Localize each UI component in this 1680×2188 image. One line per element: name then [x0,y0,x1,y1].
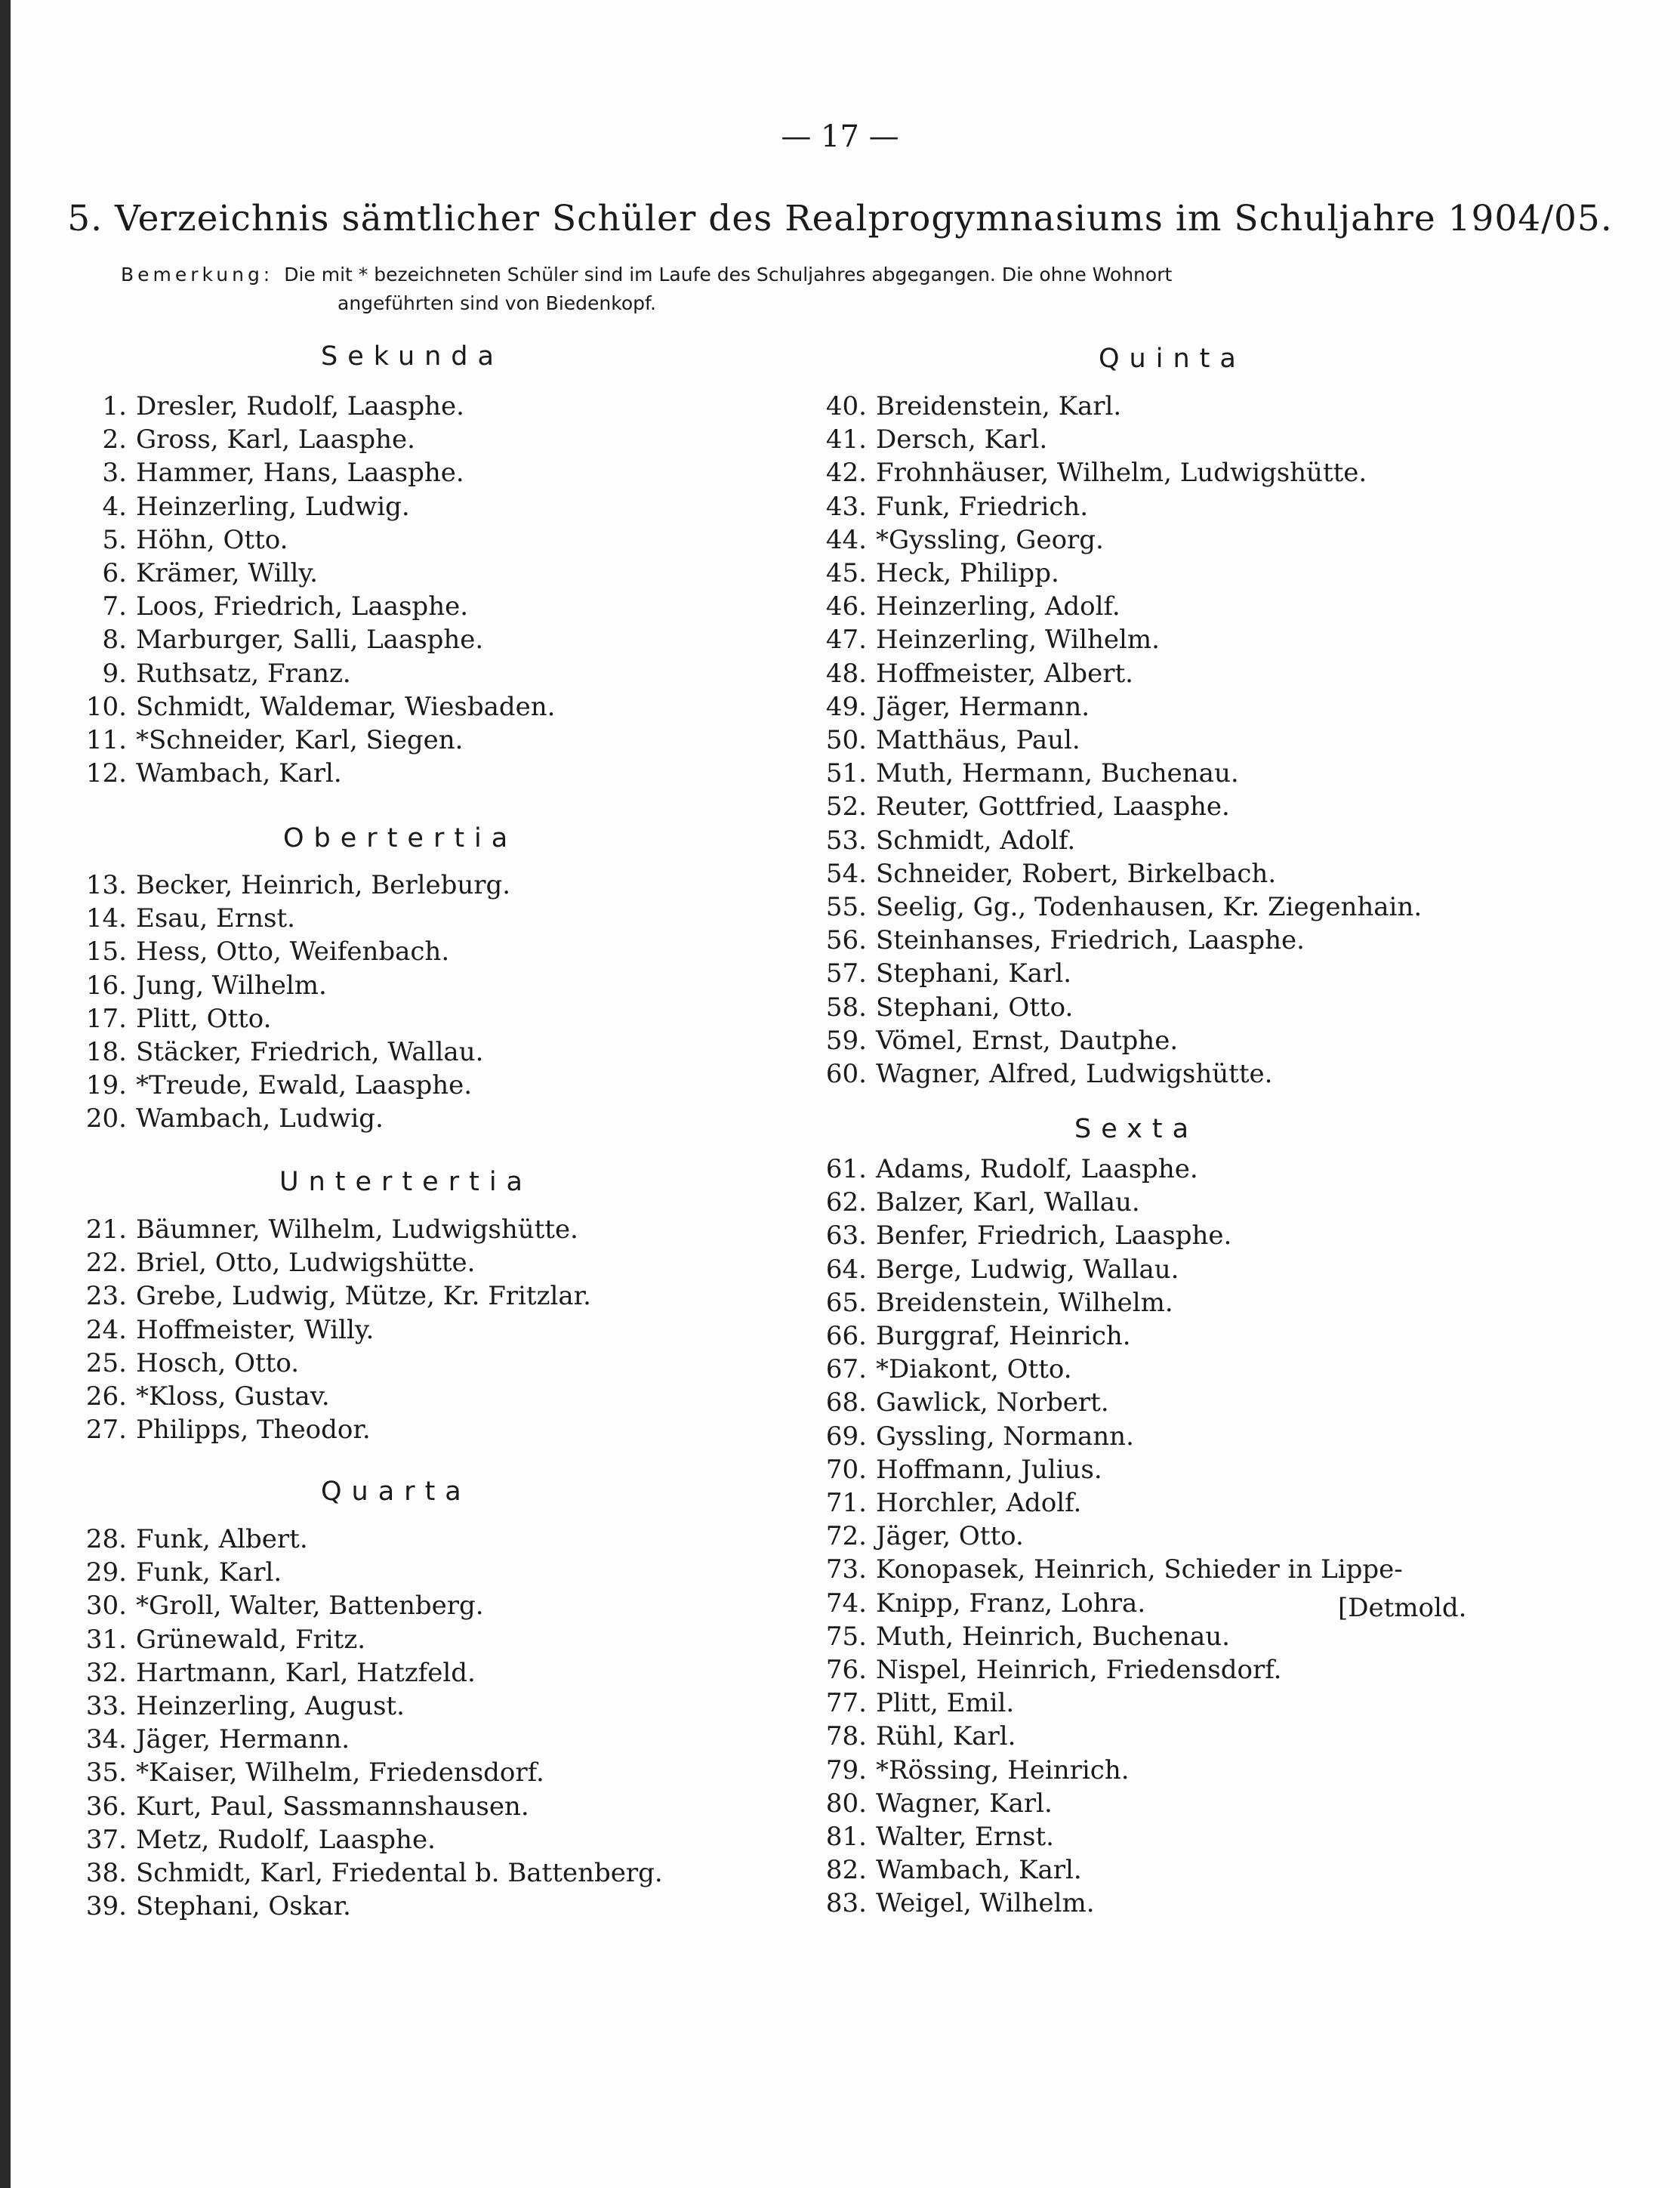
student-entry [808,725,1080,755]
student-entry [808,1721,1016,1751]
student-entry [808,792,1230,822]
entry-number: 49. [825,691,867,722]
student-entry [68,1004,271,1034]
entry-number: 81. [825,1822,867,1852]
entry-number: 71. [825,1488,867,1518]
entry-name: Vömel, Ernst, Dautphe. [876,1025,1179,1056]
student-entry [68,591,468,622]
student-entry [808,1855,1082,1885]
student-entry [808,1655,1281,1685]
student-entry [808,1521,1024,1551]
entry-number: 10. [85,691,127,722]
entry-number: 66. [825,1321,867,1351]
entry-name: Stäcker, Friedrich, Wallau. [136,1037,484,1067]
student-entry [68,1315,374,1345]
entry-name: Briel, Otto, Ludwigshütte. [136,1248,476,1279]
student-entry [808,1187,1140,1217]
student-entry [808,958,1071,989]
entry-name: Funk, Albert. [136,1524,308,1554]
student-entry [68,1524,308,1554]
student-entry [808,1321,1131,1351]
entry-number: 48. [825,658,867,689]
entry-number: 63. [825,1221,867,1251]
entry-name: Heinzerling, Ludwig. [136,491,410,522]
entry-name: Ruthsatz, Franz. [136,658,351,689]
entry-name: *Diakont, Otto. [876,1354,1072,1385]
entry-number: 16. [85,970,127,1001]
entry-name: *Rössing, Heinrich. [876,1754,1130,1785]
entry-number: 39. [85,1891,127,1922]
entry-number: 57. [825,958,867,989]
student-entry [68,391,464,421]
entry-number: 34. [85,1724,127,1755]
section-heading: Quarta [321,1477,471,1507]
entry-number: 52. [825,792,867,822]
student-entry [808,1387,1109,1418]
student-entry [68,558,318,588]
student-entry [808,1254,1179,1285]
student-entry [68,870,510,900]
student-entry [68,692,555,722]
entry-number: 17. [85,1003,127,1034]
student-entry [808,1421,1134,1452]
student-entry [68,937,449,967]
student-entry [808,1488,1081,1518]
entry-name: Balzer, Karl, Wallau. [876,1187,1140,1218]
entry-name: Dresler, Rudolf, Laasphe. [136,391,464,421]
student-entry [68,971,327,1001]
entry-name: Stephani, Otto. [876,992,1074,1023]
student-entry [68,1757,544,1788]
student-entry [808,625,1160,655]
entry-number: 73. [825,1554,867,1585]
entry-name: Frohnhäuser, Wilhelm, Ludwigshütte. [876,458,1367,489]
entry-number: 36. [85,1791,127,1822]
entry-number: 35. [85,1757,127,1788]
student-entry [68,1658,476,1688]
entry-number: 37. [85,1824,127,1855]
continuation-note: [Detmold. [1338,1593,1467,1623]
student-entry [808,692,1090,722]
entry-name: Loos, Friedrich, Laasphe. [136,591,469,622]
scan-edge [0,0,11,2188]
student-entry [808,659,1133,689]
entry-number: 74. [825,1588,867,1619]
entry-number: 19. [85,1070,127,1101]
remark [121,261,1608,318]
entry-name: Kurt, Paul, Sassmannshausen. [136,1791,529,1822]
entry-number: 28. [85,1524,127,1554]
entry-name: Horchler, Adolf. [876,1488,1082,1518]
entry-number: 25. [85,1347,127,1378]
student-entry [68,1248,476,1278]
entry-number: 70. [825,1454,867,1485]
entry-name: Wambach, Ludwig. [136,1103,384,1134]
entry-number: 58. [825,992,867,1023]
entry-name: Bäumner, Wilhelm, Ludwigshütte. [136,1214,578,1245]
entry-name: Marburger, Salli, Laasphe. [136,625,484,656]
student-entry [68,1214,578,1245]
student-entry [808,1588,1145,1619]
student-entry [808,1622,1230,1652]
entry-number: 60. [825,1059,867,1089]
student-entry [808,424,1047,455]
entry-name: Heck, Philipp. [876,558,1059,588]
student-entry [808,1354,1072,1384]
student-entry [68,625,483,655]
entry-name: Krämer, Willy. [136,558,318,588]
student-entry [68,1415,371,1445]
student-entry [808,1554,1403,1585]
student-entry [68,1691,405,1721]
entry-name: Stephani, Karl. [876,958,1072,989]
entry-name: Schneider, Robert, Birkelbach. [876,858,1277,889]
student-entry [68,1891,351,1921]
entry-name: Heinzerling, Adolf. [876,591,1121,622]
entry-number: 15. [85,937,127,967]
student-entry [68,1724,350,1754]
entry-name: Adams, Rudolf, Laasphe. [876,1154,1198,1184]
entry-number: 79. [825,1754,867,1785]
entry-number: 24. [85,1314,127,1345]
student-entry [68,424,415,455]
student-entry [808,525,1104,555]
section-heading: Quinta [1099,344,1246,374]
student-entry [68,1281,591,1311]
entry-name: Wambach, Karl. [876,1855,1082,1886]
entry-name: Knipp, Franz, Lohra. [876,1588,1146,1619]
entry-name: Grünewald, Fritz. [136,1624,366,1655]
student-entry [808,1154,1198,1184]
entry-name: Becker, Heinrich, Berleburg. [136,870,511,900]
entry-number: 80. [825,1788,867,1819]
entry-number: 14. [85,903,127,934]
entry-number: 30. [85,1591,127,1622]
entry-number: 67. [825,1354,867,1385]
entry-name: Matthäus, Paul. [876,725,1080,755]
entry-number: 76. [825,1655,867,1685]
entry-number: 22. [85,1248,127,1279]
student-entry [68,458,464,488]
student-entry [808,826,1075,856]
entry-name: Wambach, Karl. [136,758,342,789]
entry-number: 72. [825,1521,867,1552]
entry-name: Höhn, Otto. [136,524,288,555]
entry-name: Hoffmann, Julius. [876,1454,1102,1485]
student-entry [808,1026,1178,1056]
student-entry [808,859,1276,889]
page-title: 5. Verzeichnis sämtlicher Schüler des Realprogymnasiums im Schuljahre 1904/05. [67,198,1613,239]
entry-number: 64. [825,1254,867,1285]
student-entry [68,659,351,689]
student-entry [808,591,1121,622]
student-entry [68,1591,484,1621]
entry-number: 47. [825,625,867,656]
entry-name: Muth, Hermann, Buchenau. [876,758,1239,789]
student-entry [68,1037,483,1067]
entry-name: Plitt, Otto. [136,1003,272,1034]
entry-name: *Kaiser, Wilhelm, Friedensdorf. [136,1757,544,1788]
entry-number: 6. [102,558,127,588]
student-entry [808,992,1073,1023]
section-heading: Obertertia [283,823,518,853]
entry-number: 7. [102,591,127,622]
entry-name: Weigel, Wilhelm. [876,1888,1095,1919]
entry-number: 38. [85,1858,127,1888]
entry-number: 40. [825,391,867,421]
entry-name: Muth, Heinrich, Buchenau. [876,1621,1230,1652]
entry-name: Hoffmeister, Willy. [136,1314,375,1345]
student-entry [68,1858,663,1888]
entry-number: 41. [825,424,867,455]
entry-number: 77. [825,1688,867,1719]
student-entry [808,1888,1095,1918]
entry-name: Konopasek, Heinrich, Schieder in Lippe- [876,1554,1403,1585]
entry-number: 11. [85,725,127,755]
section-heading: Sexta [1074,1114,1199,1144]
entry-number: 61. [825,1154,867,1184]
entry-name: Funk, Karl. [136,1557,282,1588]
entry-number: 4. [102,491,127,522]
section-heading: Sekunda [321,341,504,372]
student-entry [68,1791,529,1822]
entry-number: 46. [825,591,867,622]
entry-name: Grebe, Ludwig, Mütze, Kr. Fritzlar. [136,1281,591,1312]
entry-number: 29. [85,1557,127,1588]
entry-name: Seelig, Gg., Todenhausen, Kr. Ziegenhain. [876,892,1423,922]
entry-name: *Groll, Walter, Battenberg. [136,1591,484,1622]
entry-number: 18. [85,1037,127,1067]
entry-name: Hammer, Hans, Laasphe. [136,458,464,489]
student-entry [808,925,1305,955]
entry-name: Gyssling, Normann. [876,1421,1134,1452]
entry-number: 44. [825,524,867,555]
entry-name: Hoffmeister, Albert. [876,658,1133,689]
section-heading: Untertertia [279,1167,532,1197]
entry-number: 83. [825,1888,867,1919]
entry-number: 54. [825,858,867,889]
student-entry [808,1788,1053,1819]
entry-number: 78. [825,1721,867,1752]
student-entry [808,1822,1054,1852]
student-entry [808,1221,1231,1251]
entry-number: 21. [85,1214,127,1245]
student-entry [68,1348,299,1378]
remark-line-2: angeführten sind von Biedenkopf. [338,292,656,314]
entry-number: 3. [102,458,127,489]
entry-number: 65. [825,1287,867,1318]
entry-name: *Treude, Ewald, Laasphe. [136,1070,473,1101]
entry-name: Jäger, Hermann. [876,691,1090,722]
entry-name: Rühl, Karl. [876,1721,1016,1752]
entry-name: Wagner, Karl. [876,1788,1053,1819]
entry-name: Schmidt, Karl, Friedental b. Battenberg. [136,1858,663,1888]
entry-number: 27. [85,1415,127,1446]
entry-name: Burggraf, Heinrich. [876,1321,1131,1351]
student-entry [808,1455,1102,1485]
student-entry [68,1557,282,1588]
entry-number: 62. [825,1187,867,1218]
student-entry [68,1625,365,1655]
remark-label: Bemerkung: [121,264,274,285]
student-entry [808,892,1422,922]
entry-name: *Kloss, Gustav. [136,1381,330,1412]
student-entry [808,1288,1173,1318]
entry-name: Philipps, Theodor. [136,1415,371,1446]
entry-number: 20. [85,1103,127,1134]
entry-name: Wagner, Alfred, Ludwigshütte. [876,1059,1273,1089]
student-entry [68,903,295,934]
entry-name: Berge, Ludwig, Wallau. [876,1254,1179,1285]
remark-line-1: Die mit * bezeichneten Schüler sind im Laufe des Schuljahres abgegangen. Die ohne Wohnort [284,264,1173,285]
entry-number: 42. [825,458,867,489]
student-entry [808,1688,1014,1718]
student-entry [68,758,342,788]
entry-number: 8. [102,625,127,656]
student-entry [68,725,463,755]
entry-number: 5. [102,524,127,555]
student-entry [808,758,1239,788]
entry-number: 51. [825,758,867,789]
entry-number: 33. [85,1691,127,1721]
entry-name: Jung, Wilhelm. [136,970,327,1001]
entry-name: Esau, Ernst. [136,903,295,934]
student-entry [808,458,1367,488]
entry-name: Heinzerling, August. [136,1691,405,1721]
entry-number: 56. [825,925,867,956]
page-number: — 17 — [781,119,899,154]
entry-name: Hess, Otto, Weifenbach. [136,937,450,967]
entry-number: 68. [825,1387,867,1418]
student-entry [808,1755,1130,1785]
student-entry [808,1059,1272,1089]
entry-number: 9. [102,658,127,689]
entry-number: 26. [85,1381,127,1412]
student-entry [808,391,1121,421]
entry-name: Gross, Karl, Laasphe. [136,424,415,455]
entry-name: Stephani, Oskar. [136,1891,351,1922]
entry-name: *Gyssling, Georg. [876,524,1104,555]
entry-number: 31. [85,1624,127,1655]
entry-number: 12. [85,758,127,789]
entry-name: Walter, Ernst. [876,1822,1054,1852]
entry-name: Hartmann, Karl, Hatzfeld. [136,1657,476,1688]
student-entry [68,1070,472,1100]
student-entry [68,1825,436,1855]
student-entry [68,525,288,555]
entry-number: 55. [825,892,867,922]
entry-number: 1. [102,391,127,421]
entry-name: Gawlick, Norbert. [876,1387,1109,1418]
entry-number: 32. [85,1657,127,1688]
entry-name: Schmidt, Waldemar, Wiesbaden. [136,691,556,722]
entry-name: Jäger, Otto. [876,1521,1024,1552]
entry-number: 45. [825,558,867,588]
entry-name: Plitt, Emil. [876,1688,1015,1719]
entry-name: Hosch, Otto. [136,1347,300,1378]
entry-name: Benfer, Friedrich, Laasphe. [876,1221,1232,1251]
entry-name: Nispel, Heinrich, Friedensdorf. [876,1655,1282,1685]
entry-number: 75. [825,1621,867,1652]
student-entry [808,492,1088,522]
entry-name: Breidenstein, Wilhelm. [876,1287,1173,1318]
entry-number: 2. [102,424,127,455]
entry-name: Jäger, Hermann. [136,1724,350,1755]
student-entry [68,1103,384,1134]
entry-number: 50. [825,725,867,755]
entry-name: Funk, Friedrich. [876,491,1089,522]
student-entry [68,1381,330,1412]
entry-name: Breidenstein, Karl. [876,391,1122,421]
entry-number: 23. [85,1281,127,1312]
student-entry [808,558,1059,588]
student-entry [68,492,410,522]
entry-number: 43. [825,491,867,522]
entry-number: 82. [825,1855,867,1886]
entry-number: 69. [825,1421,867,1452]
entry-name: *Schneider, Karl, Siegen. [136,725,464,755]
entry-name: Heinzerling, Wilhelm. [876,625,1160,656]
entry-number: 53. [825,825,867,856]
entry-name: Schmidt, Adolf. [876,825,1076,856]
entry-name: Steinhanses, Friedrich, Laasphe. [876,925,1305,956]
entry-name: Dersch, Karl. [876,424,1048,455]
entry-number: 59. [825,1025,867,1056]
entry-name: Reuter, Gottfried, Laasphe. [876,792,1230,822]
entry-name: Metz, Rudolf, Laasphe. [136,1824,436,1855]
entry-number: 13. [85,870,127,900]
